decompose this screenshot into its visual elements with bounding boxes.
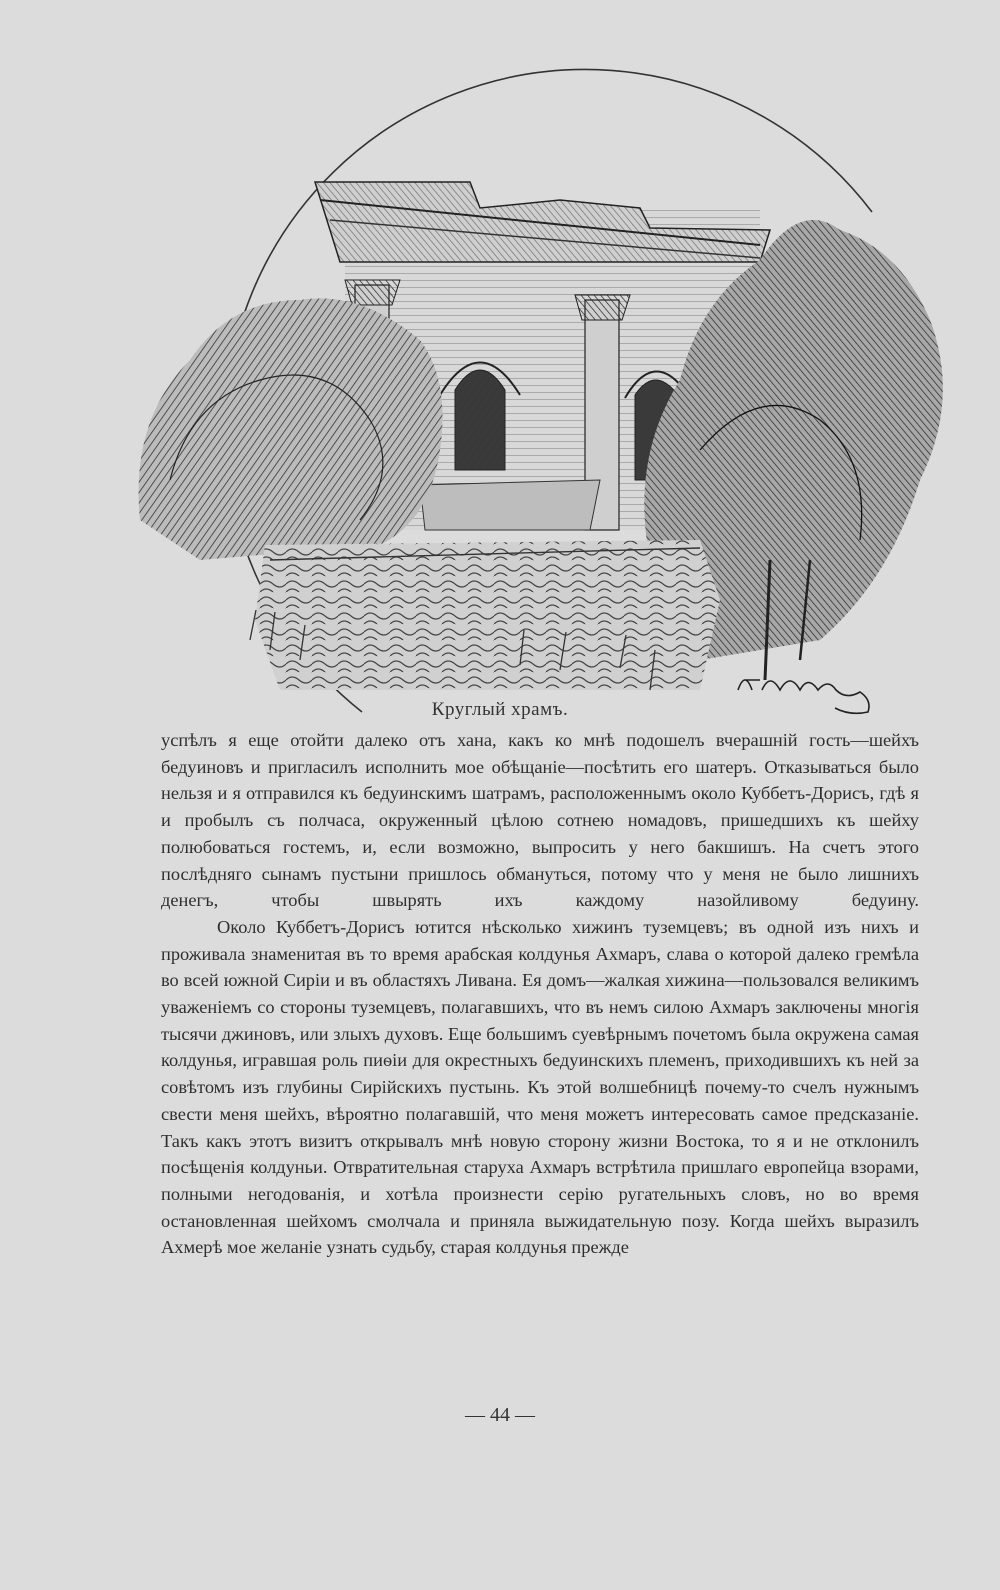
page-number: — 44 — xyxy=(465,1404,535,1426)
artist-signature xyxy=(738,680,869,713)
paragraph: успѣлъ я еще отойти далеко отъ хана, какъ ко мнѣ подошелъ вчерашній гость—шейхъ бедуиновъ и пригласилъ исполнить мое обѣщаніе—посѣтить его шатеръ. Отказываться было нельзя и я отправился къ бедуинскимъ шатрамъ, расположеннымъ около Куббетъ-Дорисъ, гдѣ я и пробылъ съ полчаса, окруженный цѣлою сотнею номадовъ, пришедшихъ къ шейху полюбоваться гостемъ, и, если возможно, выпросить у него бакшишъ. На счетъ этого послѣдняго сынамъ пустыни пришлось обмануться, потому что у меня не было лишнихъ денегъ, чтобы швырять ихъ каждому назойливому бедуину. xyxy=(161,730,919,911)
body-text xyxy=(161,727,919,1261)
left-trees xyxy=(139,298,443,560)
round-temple-illustration xyxy=(0,0,1000,730)
paragraph: Около Куббетъ-Дорисъ ютится нѣсколько хижинъ туземцевъ; въ одной изъ нихъ и проживала знаменитая въ то время арабская колдунья Ахмаръ, слава о которой далеко гремѣла во всей южной Сиріи и въ областяхъ Ливана. Ея домъ—жалкая хижина—пользовался великимъ уваженіемъ со стороны туземцевъ, полагавшихъ, что въ немъ силою Ахмаръ заключены многія тысячи джиновъ, или злыхъ духовъ. Еще большимъ суевѣрнымъ почетомъ была окружена самая колдунья, игравшая роль пиѳіи для окрестныхъ бедуинскихъ племенъ, приходившихъ къ ней за совѣтомъ изъ глубины Сирійскихъ пустынь. Къ этой волшебницѣ почему-то счелъ нужнымъ свести меня шейхъ, вѣроятно полагавшій, что меня можетъ интересовать самое предсказаніе. Такъ какъ этотъ визитъ открывалъ мнѣ новую сторону жизни Востока, то я и не отклонилъ посѣщенія колдуньи. Отвратительная старуха Ахмаръ встрѣтила пришлаго европейца взорами, полными негодованія, и хотѣла произнести серію ругательныхъ словъ, но во время остановленная шейхомъ смолчала и приняла выжидательную позу. Когда шейхъ выразилъ Ахмерѣ мое желаніе узнать судьбу, старая колдунья прежде xyxy=(161,916,919,1258)
illustration-caption: Круглый храмъ. xyxy=(431,699,569,720)
stone-wall xyxy=(255,540,720,690)
